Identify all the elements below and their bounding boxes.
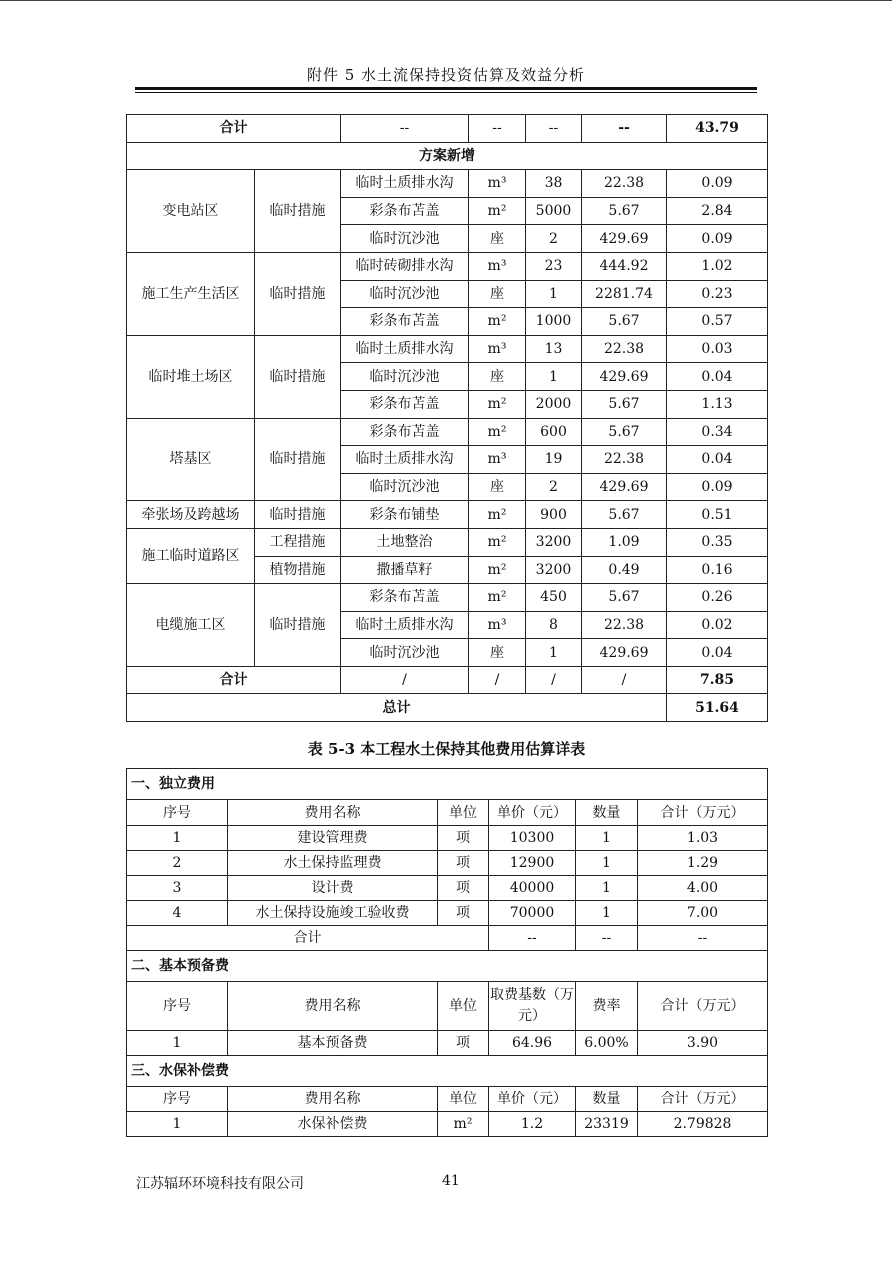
price-cell: 429.69 bbox=[582, 639, 667, 667]
amount-cell: 0.23 bbox=[667, 280, 768, 308]
measure-cell: 临时措施 bbox=[255, 252, 341, 335]
qty-cell: 2 bbox=[526, 225, 582, 253]
table-row-top-total bbox=[127, 115, 768, 143]
item-cell: 临时沉沙池 bbox=[341, 473, 469, 501]
item-cell: 撒播草籽 bbox=[341, 556, 469, 584]
table-cell: 40000 bbox=[489, 876, 576, 901]
amount-cell: 0.35 bbox=[667, 528, 768, 556]
page-number: 41 bbox=[442, 1173, 460, 1189]
zone-cell: 电缆施工区 bbox=[127, 584, 255, 667]
subtotal-price: / bbox=[582, 666, 667, 694]
table-cell: 1 bbox=[576, 826, 638, 851]
price-cell: 1.09 bbox=[582, 528, 667, 556]
amount-cell: 0.04 bbox=[667, 446, 768, 474]
unit-cell: 座 bbox=[469, 225, 526, 253]
table-row-section bbox=[127, 142, 768, 170]
table-cell: 6.00% bbox=[576, 1031, 638, 1056]
table-row bbox=[127, 170, 768, 198]
price-cell: 444.92 bbox=[582, 252, 667, 280]
unit-cell: m² bbox=[469, 584, 526, 612]
unit-cell: 座 bbox=[469, 280, 526, 308]
column-header: 合计（万元） bbox=[638, 1087, 768, 1112]
column-header: 单位 bbox=[438, 800, 489, 826]
table-cell: 1.29 bbox=[638, 851, 768, 876]
table-cell: 12900 bbox=[489, 851, 576, 876]
table-cell: m² bbox=[438, 1112, 489, 1137]
column-header: 费用名称 bbox=[228, 1087, 438, 1112]
column-header: 数量 bbox=[576, 1087, 638, 1112]
unit-cell: m³ bbox=[469, 252, 526, 280]
column-header: 单价（元） bbox=[489, 1087, 576, 1112]
subtotal-label: 合计 bbox=[127, 666, 341, 694]
measure-cell: 工程措施 bbox=[255, 528, 341, 556]
zone-cell: 塔基区 bbox=[127, 418, 255, 501]
other-fees-table bbox=[126, 768, 768, 1137]
table-cell: 1.2 bbox=[489, 1112, 576, 1137]
zone-cell: 牵张场及跨越场 bbox=[127, 501, 255, 529]
qty-cell: 1 bbox=[526, 280, 582, 308]
table-row bbox=[127, 252, 768, 280]
column-header: 合计（万元） bbox=[638, 800, 768, 826]
amount-cell: 0.09 bbox=[667, 225, 768, 253]
column-header: 费用名称 bbox=[228, 982, 438, 1031]
item-cell: 临时土质排水沟 bbox=[341, 170, 469, 198]
unit-cell: 座 bbox=[469, 473, 526, 501]
total-cell: -- bbox=[489, 926, 576, 951]
unit-cell: m³ bbox=[469, 446, 526, 474]
amount-cell: 0.57 bbox=[667, 308, 768, 336]
amount-cell: 0.09 bbox=[667, 170, 768, 198]
price-cell: 0.49 bbox=[582, 556, 667, 584]
measure-cell: 临时措施 bbox=[255, 584, 341, 667]
item-cell: 彩条布苫盖 bbox=[341, 418, 469, 446]
header-row bbox=[127, 982, 768, 1031]
table-cell: 项 bbox=[438, 901, 489, 926]
table-caption: 表 5-3 本工程水土保持其他费用估算详表 bbox=[307, 740, 586, 758]
column-header: 取费基数（万元） bbox=[489, 982, 576, 1031]
table-cell: 2.79828 bbox=[638, 1112, 768, 1137]
qty-cell: 19 bbox=[526, 446, 582, 474]
table-row bbox=[127, 851, 768, 876]
table-row bbox=[127, 1031, 768, 1056]
subtotal-qty: / bbox=[526, 666, 582, 694]
unit-cell: 座 bbox=[469, 363, 526, 391]
page-header: 附件 5 水土流保持投资估算及效益分析 bbox=[306, 66, 586, 84]
item-cell: 临时沉沙池 bbox=[341, 280, 469, 308]
column-header: 序号 bbox=[127, 800, 228, 826]
measure-cell: 临时措施 bbox=[255, 335, 341, 418]
investment-table bbox=[126, 114, 768, 722]
amount-cell: 0.09 bbox=[667, 473, 768, 501]
price-cell: 429.69 bbox=[582, 225, 667, 253]
amount-cell: 1.13 bbox=[667, 390, 768, 418]
zone-cell: 施工生产生活区 bbox=[127, 252, 255, 335]
measure-cell: 植物措施 bbox=[255, 556, 341, 584]
table-row-grand-total bbox=[127, 694, 768, 722]
table-cell: 4.00 bbox=[638, 876, 768, 901]
price-cell: 22.38 bbox=[582, 611, 667, 639]
qty-cell: 3200 bbox=[526, 556, 582, 584]
qty-cell: 900 bbox=[526, 501, 582, 529]
section-row bbox=[127, 1056, 768, 1087]
header-row bbox=[127, 800, 768, 826]
measure-cell: 临时措施 bbox=[255, 418, 341, 501]
measure-cell: 临时措施 bbox=[255, 170, 341, 253]
table-cell: 项 bbox=[438, 876, 489, 901]
qty-cell: 13 bbox=[526, 335, 582, 363]
column-header: 单位 bbox=[438, 1087, 489, 1112]
price-cell: 22.38 bbox=[582, 335, 667, 363]
unit-cell: m³ bbox=[469, 170, 526, 198]
price-cell: 5.67 bbox=[582, 308, 667, 336]
top-total-label: 合计 bbox=[127, 115, 341, 143]
amount-cell: 0.02 bbox=[667, 611, 768, 639]
item-cell: 临时沉沙池 bbox=[341, 225, 469, 253]
table-cell: 设计费 bbox=[228, 876, 438, 901]
qty-cell: 8 bbox=[526, 611, 582, 639]
qty-cell: 600 bbox=[526, 418, 582, 446]
unit-cell: m² bbox=[469, 556, 526, 584]
item-cell: 彩条布苫盖 bbox=[341, 197, 469, 225]
item-cell: 临时土质排水沟 bbox=[341, 611, 469, 639]
column-header: 单位 bbox=[438, 982, 489, 1031]
header-rule-thick bbox=[135, 87, 757, 90]
amount-cell: 2.84 bbox=[667, 197, 768, 225]
table-cell: 项 bbox=[438, 1031, 489, 1056]
qty-cell: 2 bbox=[526, 473, 582, 501]
subtotal-amount: 7.85 bbox=[667, 666, 768, 694]
column-header: 费率 bbox=[576, 982, 638, 1031]
table-cell: 1 bbox=[127, 1031, 228, 1056]
amount-cell: 1.02 bbox=[667, 252, 768, 280]
table-cell: 项 bbox=[438, 826, 489, 851]
price-cell: 5.67 bbox=[582, 501, 667, 529]
qty-cell: 38 bbox=[526, 170, 582, 198]
table-cell: 1 bbox=[127, 826, 228, 851]
table-row-subtotal bbox=[127, 666, 768, 694]
table-cell: 水土保持监理费 bbox=[228, 851, 438, 876]
table-cell: 3.90 bbox=[638, 1031, 768, 1056]
table-cell: 10300 bbox=[489, 826, 576, 851]
qty-cell: 23 bbox=[526, 252, 582, 280]
qty-cell: 450 bbox=[526, 584, 582, 612]
unit-cell: 座 bbox=[469, 639, 526, 667]
table-cell: 基本预备费 bbox=[228, 1031, 438, 1056]
table-cell: 水保补偿费 bbox=[228, 1112, 438, 1137]
top-total-unit: -- bbox=[469, 115, 526, 143]
table-cell: 1.03 bbox=[638, 826, 768, 851]
amount-cell: 0.34 bbox=[667, 418, 768, 446]
qty-cell: 1 bbox=[526, 639, 582, 667]
amount-cell: 0.04 bbox=[667, 363, 768, 391]
footer-company: 江苏辐环环境科技有限公司 bbox=[136, 1176, 304, 1192]
table-row bbox=[127, 418, 768, 446]
subtotal-item: / bbox=[341, 666, 469, 694]
zone-cell: 变电站区 bbox=[127, 170, 255, 253]
unit-cell: m³ bbox=[469, 335, 526, 363]
item-cell: 临时土质排水沟 bbox=[341, 446, 469, 474]
table-row bbox=[127, 335, 768, 363]
item-cell: 彩条布铺垫 bbox=[341, 501, 469, 529]
table-row bbox=[127, 1112, 768, 1137]
qty-cell: 3200 bbox=[526, 528, 582, 556]
table-cell: 2 bbox=[127, 851, 228, 876]
subtotal-unit: / bbox=[469, 666, 526, 694]
top-total-qty: -- bbox=[526, 115, 582, 143]
grand-total-label: 总计 bbox=[127, 694, 667, 722]
qty-cell: 1000 bbox=[526, 308, 582, 336]
table-cell: 建设管理费 bbox=[228, 826, 438, 851]
item-cell: 彩条布苫盖 bbox=[341, 584, 469, 612]
section-title: 二、基本预备费 bbox=[127, 951, 768, 982]
table-cell: 项 bbox=[438, 851, 489, 876]
section-row bbox=[127, 951, 768, 982]
table-cell: 1 bbox=[576, 901, 638, 926]
unit-cell: m² bbox=[469, 308, 526, 336]
qty-cell: 1 bbox=[526, 363, 582, 391]
unit-cell: m² bbox=[469, 418, 526, 446]
amount-cell: 0.26 bbox=[667, 584, 768, 612]
item-cell: 临时砖砌排水沟 bbox=[341, 252, 469, 280]
unit-cell: m² bbox=[469, 501, 526, 529]
section-title: 方案新增 bbox=[127, 142, 768, 170]
table-row bbox=[127, 528, 768, 556]
price-cell: 429.69 bbox=[582, 363, 667, 391]
price-cell: 5.67 bbox=[582, 197, 667, 225]
column-header: 序号 bbox=[127, 1087, 228, 1112]
header-rule-thin bbox=[135, 92, 757, 93]
section-title: 三、水保补偿费 bbox=[127, 1056, 768, 1087]
table-row bbox=[127, 584, 768, 612]
qty-cell: 2000 bbox=[526, 390, 582, 418]
top-total-price: -- bbox=[582, 115, 667, 143]
grand-total-amount: 51.64 bbox=[667, 694, 768, 722]
total-cell: -- bbox=[576, 926, 638, 951]
table-row bbox=[127, 501, 768, 529]
item-cell: 彩条布苫盖 bbox=[341, 390, 469, 418]
price-cell: 5.67 bbox=[582, 418, 667, 446]
table-row bbox=[127, 876, 768, 901]
price-cell: 5.67 bbox=[582, 584, 667, 612]
unit-cell: m² bbox=[469, 197, 526, 225]
price-cell: 2281.74 bbox=[582, 280, 667, 308]
zone-cell: 临时堆土场区 bbox=[127, 335, 255, 418]
price-cell: 429.69 bbox=[582, 473, 667, 501]
unit-cell: m² bbox=[469, 528, 526, 556]
page-top-border bbox=[0, 0, 892, 1]
section-row bbox=[127, 769, 768, 800]
amount-cell: 0.51 bbox=[667, 501, 768, 529]
table-cell: 64.96 bbox=[489, 1031, 576, 1056]
column-header: 单价（元） bbox=[489, 800, 576, 826]
item-cell: 彩条布苫盖 bbox=[341, 308, 469, 336]
table-row-total bbox=[127, 926, 768, 951]
item-cell: 临时土质排水沟 bbox=[341, 335, 469, 363]
column-header: 序号 bbox=[127, 982, 228, 1031]
price-cell: 22.38 bbox=[582, 170, 667, 198]
item-cell: 临时沉沙池 bbox=[341, 363, 469, 391]
table-cell: 1 bbox=[576, 876, 638, 901]
table-cell: 水土保持设施竣工验收费 bbox=[228, 901, 438, 926]
table-row bbox=[127, 901, 768, 926]
zone-cell: 施工临时道路区 bbox=[127, 528, 255, 583]
header-row bbox=[127, 1087, 768, 1112]
amount-cell: 0.04 bbox=[667, 639, 768, 667]
table-cell: 70000 bbox=[489, 901, 576, 926]
unit-cell: m³ bbox=[469, 611, 526, 639]
column-header: 数量 bbox=[576, 800, 638, 826]
table-cell: 7.00 bbox=[638, 901, 768, 926]
table-cell: 23319 bbox=[576, 1112, 638, 1137]
item-cell: 临时沉沙池 bbox=[341, 639, 469, 667]
amount-cell: 0.16 bbox=[667, 556, 768, 584]
top-total-amount: 43.79 bbox=[667, 115, 768, 143]
column-header: 费用名称 bbox=[228, 800, 438, 826]
price-cell: 22.38 bbox=[582, 446, 667, 474]
table-cell: 1 bbox=[576, 851, 638, 876]
table-cell: 3 bbox=[127, 876, 228, 901]
unit-cell: m² bbox=[469, 390, 526, 418]
qty-cell: 5000 bbox=[526, 197, 582, 225]
top-total-item: -- bbox=[341, 115, 469, 143]
total-cell: -- bbox=[638, 926, 768, 951]
total-label: 合计 bbox=[127, 926, 489, 951]
item-cell: 土地整治 bbox=[341, 528, 469, 556]
amount-cell: 0.03 bbox=[667, 335, 768, 363]
price-cell: 5.67 bbox=[582, 390, 667, 418]
table-row bbox=[127, 826, 768, 851]
table-cell: 4 bbox=[127, 901, 228, 926]
column-header: 合计（万元） bbox=[638, 982, 768, 1031]
measure-cell: 临时措施 bbox=[255, 501, 341, 529]
section-title: 一、独立费用 bbox=[127, 769, 768, 800]
table-cell: 1 bbox=[127, 1112, 228, 1137]
